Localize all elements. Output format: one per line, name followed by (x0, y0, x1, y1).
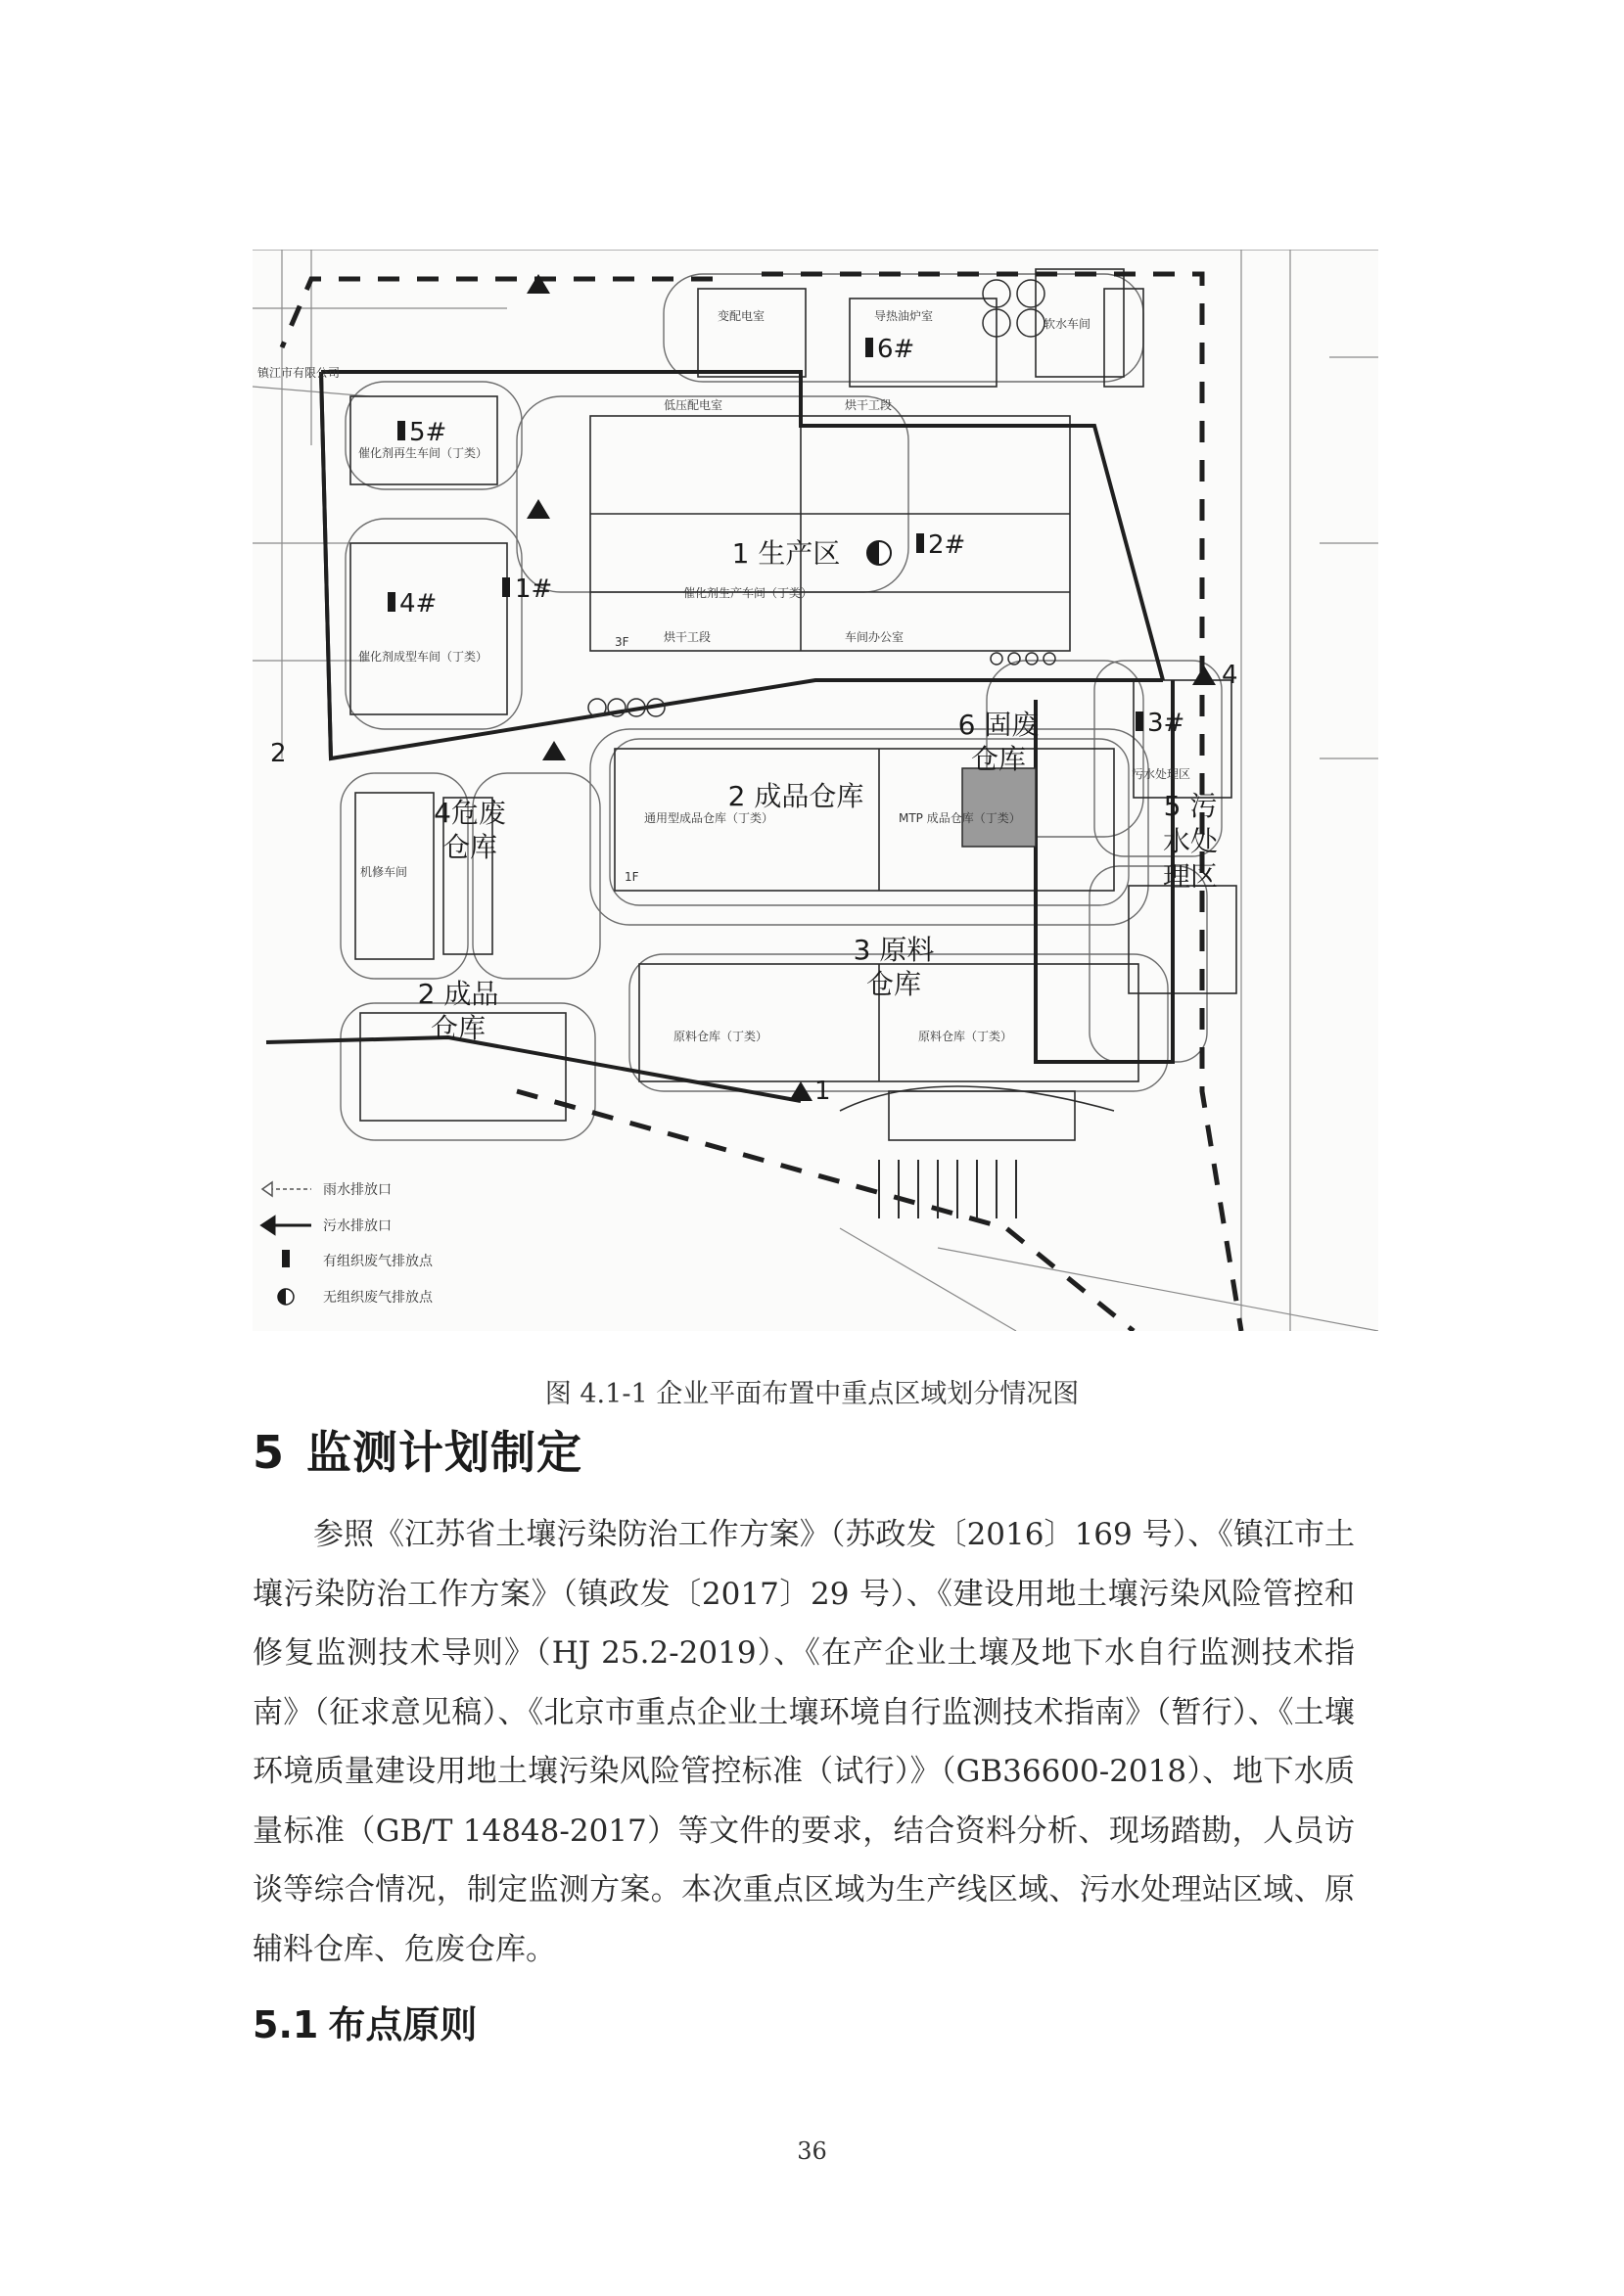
section-heading (253, 1417, 582, 1482)
zone-3-label-line1: 3 原料 (853, 934, 935, 966)
legend-unorganized-emission: 无组织废气排放点 (323, 1290, 433, 1306)
stack-4-label: 4# (399, 589, 438, 619)
site-layout-figure (253, 250, 1378, 1331)
outfall-1-label: 1 (814, 1077, 831, 1106)
legend-organized-emission: 有组织废气排放点 (323, 1254, 433, 1269)
label-regeneration-workshop: 催化剂再生车间（丁类） (358, 446, 488, 460)
zone-6-label-line2: 仓库 (970, 743, 1027, 775)
stack-1-label: 1# (515, 574, 553, 604)
outfall-4-label: 4 (1222, 661, 1238, 690)
site-plan-drawing (253, 250, 1378, 1331)
zone-2b-label-line1: 2 成品 (417, 978, 499, 1010)
label-oil-room: 导热油炉室 (874, 309, 934, 323)
subsection-number: 5.1 (253, 2003, 319, 2046)
label-office: 车间办公室 (845, 630, 905, 644)
page-number: 36 (797, 2137, 827, 2165)
body-paragraph-block (253, 1505, 1355, 1979)
outfall-2-label: 2 (270, 739, 287, 768)
zone-3-label-line2: 仓库 (865, 968, 922, 1000)
zone-1-label: 1 生产区 (731, 537, 841, 570)
label-general-warehouse: 通用型成品仓库（丁类） (644, 811, 774, 825)
stack-6-label: 6# (877, 335, 915, 364)
zone-4-label-line1: 4危废 (434, 797, 506, 829)
zone-2a-label: 2 成品仓库 (727, 780, 864, 812)
label-forming-workshop: 催化剂成型车间（丁类） (358, 650, 488, 664)
zone-6-label-line1: 6 固废 (957, 709, 1040, 741)
label-repair-workshop: 机修车间 (360, 865, 408, 879)
label-mtp-warehouse: MTP 成品仓库（丁类） (899, 811, 1021, 825)
label-substation: 变配电室 (718, 309, 766, 323)
label-drying-bottom: 烘干工段 (664, 630, 712, 644)
label-low-voltage: 低压配电室 (664, 398, 723, 412)
label-side-company: 镇江市有限公司 (257, 366, 341, 380)
label-sewage-area: 污水处理区 (1132, 767, 1191, 781)
zone-5-label-line2: 水处 (1162, 825, 1219, 857)
zone-5-label-line3: 理区 (1162, 860, 1219, 893)
section-title: 监测计划制定 (306, 1426, 583, 1479)
solid-waste-zone-fill (962, 768, 1036, 847)
subsection-heading (253, 1995, 477, 2048)
stack-3-label: 3# (1147, 709, 1185, 738)
legend (262, 1181, 434, 1306)
label-soft-water: 软水车间 (1044, 317, 1091, 331)
zone-2b-label-line2: 仓库 (430, 1012, 487, 1044)
zone-4-label-line2: 仓库 (441, 831, 498, 863)
section-number: 5 (253, 1426, 286, 1479)
label-raw-warehouse-2: 原料仓库（丁类） (918, 1030, 1013, 1043)
stack-2-label: 2# (928, 530, 966, 560)
label-floor-1f: 1F (625, 870, 639, 884)
zone-5-label-line1: 5 污 (1163, 790, 1218, 822)
label-main-workshop: 催化剂生产车间（丁类） (683, 586, 813, 600)
body-paragraph: 参照《江苏省土壤污染防治工作方案》（苏政发〔2016〕169 号）、《镇江市土壤污染防治工作方案》（镇政发〔2017〕29 号）、《建设用地土壤污染风险管控和修复监测技术导则》（HJ 25.2-2019）、《在产企业土壤及地下水自行监测技术指南》（征求意见稿）、《北京市重点企业土壤环境自行监测技术指南》（暂行）、《土壤环境质量建设用地土壤污染风险管控标准（试行）》（GB36600-2018）、地下水质量标准（GB/T 14848-2017）等文件的要求，结合资料分析、现场踏勘，人员访谈等综合情况，制定监测方案。本次重点区域为生产线区域、污水处理站区域、原辅料仓库、危废仓库。 (253, 1517, 1355, 1967)
figure-caption: 图 4.1-1 企业平面布置中重点区域划分情况图 (544, 1379, 1080, 1409)
legend-sewage-outfall: 污水排放口 (323, 1218, 392, 1234)
label-raw-warehouse-1: 原料仓库（丁类） (673, 1030, 768, 1043)
label-floor-3f: 3F (615, 635, 629, 649)
label-drying-top: 烘干工段 (845, 398, 893, 412)
outfall-2-marker (527, 499, 550, 519)
legend-rain-outfall: 雨水排放口 (323, 1182, 392, 1198)
stack-5-label: 5# (409, 418, 447, 447)
subsection-title: 布点原则 (328, 2003, 478, 2046)
